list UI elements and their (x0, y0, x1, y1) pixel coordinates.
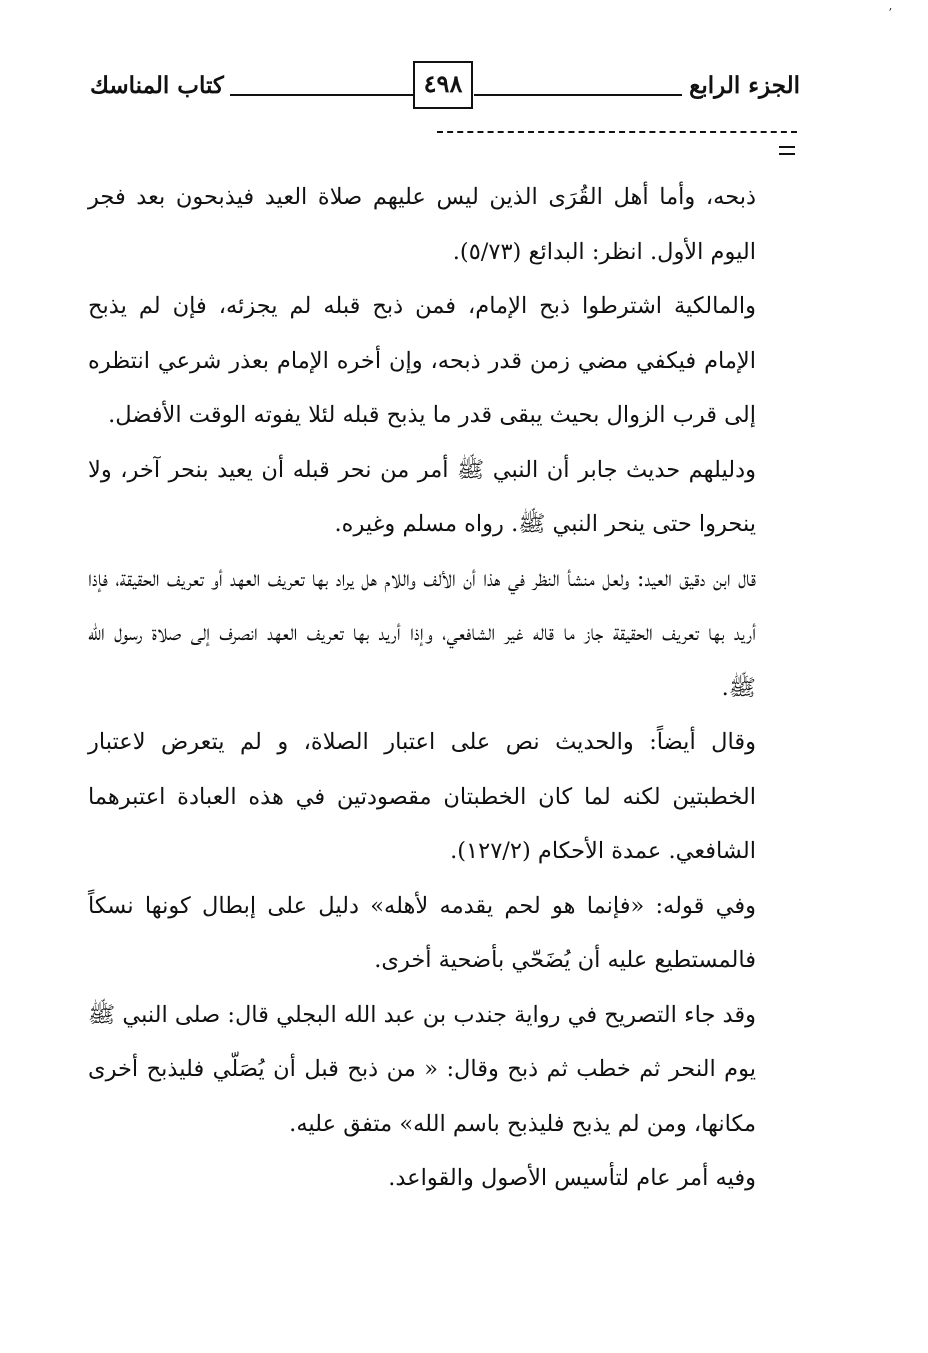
header-rule-right (474, 94, 682, 96)
paragraph: ذبحه، وأما أهل القُرَى الذين ليس عليهم صلاة العيد فيذبحون بعد فجر اليوم الأول. انظر: البدائع (٥/٧٣). (88, 184, 756, 265)
header-rule-left (230, 94, 414, 96)
header-book-title: كتاب المناسك (90, 72, 224, 99)
dashed-separator (437, 131, 797, 133)
header-volume-title: الجزء الرابع (689, 72, 800, 99)
body-text (88, 170, 756, 1206)
corner-mark: ʼ (888, 6, 892, 20)
separator-mark (779, 146, 795, 160)
paragraph: وفي قوله: «فإنما هو لحم يقدمه لأهله» دليل على إبطال كونها نسكاً فالمستطيع عليه أن يُضَحّي بأضحية أخرى. (88, 892, 756, 973)
paragraph: وقد جاء التصريح في رواية جندب بن عبد الله البجلي قال: صلى النبي ﷺ يوم النحر ثم خطب ثم ذبح وقال: « من ذبح قبل أن يُصَلّي فليذبح أخرى مكانها، ومن لم يذبح فليذبح باسم الله» متفق عليه. (88, 1001, 756, 1137)
page-number: ٤٩٨ (413, 61, 473, 109)
paragraph: ودليلهم حديث جابر أن النبي ﷺ أمر من نحر قبله أن يعيد بنحر آخر، ولا ينحروا حتى ينحر النبي ﷺ. رواه مسلم وغيره. (88, 456, 756, 537)
paragraph: والمالكية اشترطوا ذبح الإمام، فمن ذبح قبله لم يجزئه، فإن لم يذبح الإمام فيكفي مضي زمن قدر ذبحه، وإن أخره الإمام بعذر شرعي انتظره إلى قرب الزوال بحيث يبقى قدر ما يذبح قبله لئلا يفوته الوقت الأفضل. (88, 293, 756, 428)
paragraph: وفيه أمر عام لتأسيس الأصول والقواعد. (388, 1165, 756, 1191)
paragraph: قال ابن دقيق العيد: ولعل منشأ النظر في هذا أن الألف واللام هل يراد بها تعريف العهد أو تعريف الحقيقة، فإذا أريد بها تعريف الحقيقة جاز ما قاله غير الشافعي، وإذا أريد بها تعريف العهد انصرف إلى صلاة رسول الله ﷺ. (88, 565, 756, 701)
paragraph: وقال أيضاً: والحديث نص على اعتبار الصلاة، و لم يتعرض لاعتبار الخطبتين لكنه لما كان الخطبتان مقصودتين في هذه العبادة اعتبرهما الشافعي. عمدة الأحكام (١٢٧/٢). (88, 729, 756, 864)
